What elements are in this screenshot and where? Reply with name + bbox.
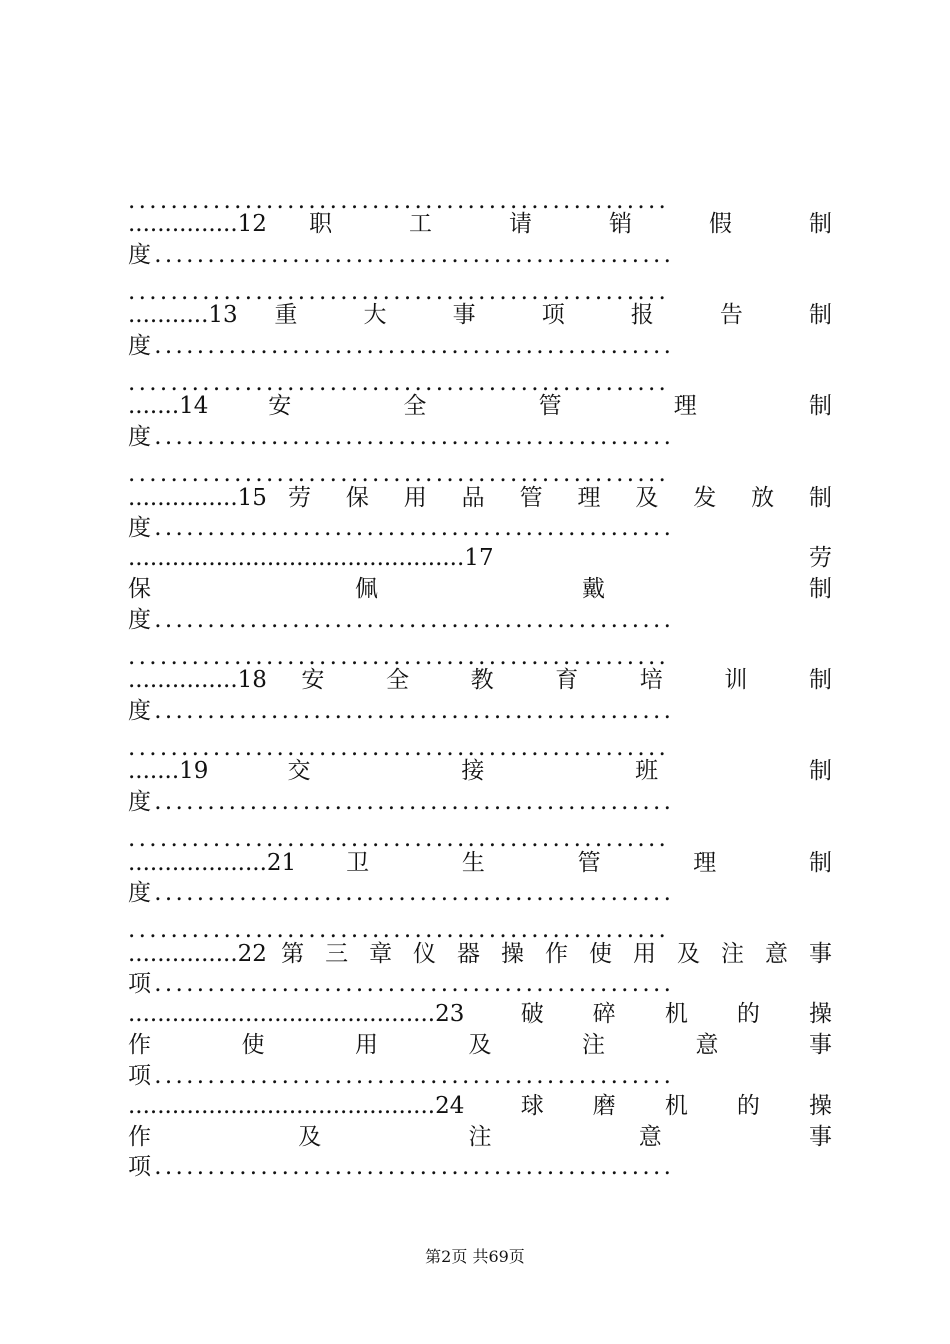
toc-line: ................................................... (128, 188, 670, 214)
toc-line: ...............22 第 三 章 仪 器 操 作 使 用 及 注 意 事 (128, 941, 832, 967)
toc-line: ................................................... (128, 644, 670, 670)
toc-line: ...............12 职 工 请 销 假 制 (128, 211, 832, 237)
toc-line: ................................................... (128, 735, 670, 761)
toc-line: ................................................... (128, 370, 670, 396)
toc-line: 项................................................. (128, 971, 675, 997)
toc-line: 度................................................. (128, 880, 675, 906)
toc-line: 度................................................. (128, 242, 675, 268)
toc-line: 保 佩 戴 制 (128, 576, 832, 602)
toc-line: ...............18 安 全 教 育 培 训 制 (128, 667, 832, 693)
toc-line: ................................................... (128, 826, 670, 852)
toc-line: ................................................... (128, 279, 670, 305)
toc-line: ..............................................17 劳 (128, 545, 832, 571)
toc-line: 度................................................. (128, 333, 675, 359)
toc-line: 度................................................. (128, 789, 675, 815)
toc-line: ..........................................23 破碎机的操 (128, 1001, 832, 1027)
toc-line: ................................................... (128, 461, 670, 487)
toc-line: 度................................................. (128, 698, 675, 724)
toc-line: .......19 交 接 班 制 (128, 758, 832, 784)
toc-line: 度................................................. (128, 607, 675, 633)
toc-line: ...................21 卫 生 管 理 制 (128, 850, 832, 876)
toc-line: ...............15 劳 保 用 品 管 理 及 发 放 制 (128, 485, 832, 511)
toc-line: 项................................................. (128, 1154, 675, 1180)
toc-line: 项................................................. (128, 1063, 675, 1089)
toc-line: .......14 安 全 管 理 制 (128, 393, 832, 419)
toc-line: 度................................................. (128, 515, 675, 541)
toc-line: ..........................................24 球磨机的操 (128, 1093, 832, 1119)
toc-line: 度................................................. (128, 424, 675, 450)
page-footer: 第2页 共69页 (425, 1247, 525, 1266)
toc-line: ................................................... (128, 917, 670, 943)
toc-line: 作 使 用 及 注 意 事 (128, 1032, 832, 1058)
toc-line: ...........13 重 大 事 项 报 告 制 (128, 302, 832, 328)
toc-line: 作 及 注 意 事 (128, 1124, 832, 1150)
